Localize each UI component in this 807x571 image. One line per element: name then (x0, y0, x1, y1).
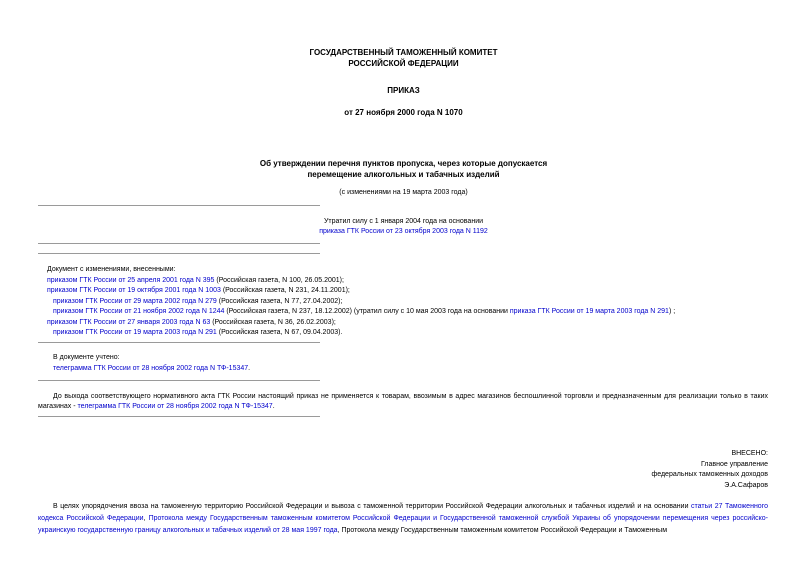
divider (38, 205, 320, 206)
amendments-block (47, 265, 777, 339)
submitted-label: ВНЕСЕНО: (731, 450, 768, 457)
changes-note: (с изменениями на 19 марта 2003 года) (339, 189, 468, 196)
repeal-order-link[interactable]: приказа ГТК России от 19 марта 2003 года N 291 (509, 308, 669, 315)
considered-heading: В документе учтено: (53, 354, 120, 361)
amendment-link[interactable]: приказом ГТК России от 19 октября 2001 года N 1003 (47, 287, 221, 294)
expiry-order-link[interactable]: приказа ГТК России от 23 октября 2003 года N 1192 (319, 228, 488, 235)
amendment-link[interactable]: приказом ГТК России от 27 января 2003 года N 63 (47, 318, 211, 326)
submitted-department-sub: федеральных таможенных доходов (651, 471, 768, 479)
protocol-link[interactable]: Протокола между Государственным таможенным комитетом Российской Федерации и Государственной таможенной службой Украины об упорядочении перемещения через российско-украинскую государственную границу алкогольных и табачных изделий от 28 мая 1997 года (38, 515, 768, 534)
list-item: приказом ГТК России от 19 октября 2001 года N 1003 (Российская газета, N 231, 24.11.2001); (47, 287, 350, 294)
document-title-line-1: Об утверждении перечня пунктов пропуска, через которые допускается (259, 159, 548, 168)
document-type: ПРИКАЗ (387, 86, 420, 95)
expiry-text: Утратил силу с 1 января 2004 года на основании (323, 218, 484, 225)
organization-name (0, 47, 807, 69)
amendments-heading: Документ с изменениями, внесенными: (47, 266, 176, 273)
amendment-link[interactable]: приказом ГТК России от 25 апреля 2001 года N 395 (47, 276, 215, 284)
divider (38, 243, 320, 244)
list-item: приказом ГТК России от 21 ноября 2002 года N 1244 (Российская газета, N 237, 18.12.2002) (утратил силу с 10 мая 2003 года на основании приказа ГТК России от 19 марта 2003 года N 291) ; (53, 308, 676, 315)
customs-code-link[interactable]: статьи 27 Таможенного кодекса Российской Федерации (38, 503, 768, 522)
divider (38, 253, 320, 254)
list-item: приказом ГТК России от 29 марта 2002 года N 279 (Российская газета, N 77, 27.04.2002); (53, 297, 343, 305)
list-item: приказом ГТК России от 27 января 2003 года N 63 (Российская газета, N 36, 26.02.2003); (47, 318, 336, 326)
list-item: приказом ГТК России от 19 марта 2003 года N 291 (Российская газета, N 67, 09.04.2003). (53, 329, 343, 336)
document-date: от 27 ноября 2000 года N 1070 (344, 108, 463, 117)
considered-block: В документе учтено: телеграмма ГТК России от 28 ноября 2002 года N ТФ-15347. (53, 354, 251, 372)
organization-line-1: ГОСУДАРСТВЕННЫЙ ТАМОЖЕННЫЙ КОМИТЕТ (309, 48, 498, 57)
telegram-link[interactable]: телеграмма ГТК России от 28 ноября 2002 года N ТФ-15347 (53, 364, 249, 372)
submitted-department: Главное управление (701, 460, 768, 468)
document-title-line-2: перемещение алкогольных и табачных изделий (307, 170, 500, 179)
telegram-link[interactable]: телеграмма ГТК России от 28 ноября 2002 года N ТФ-15347 (77, 403, 273, 410)
divider (38, 416, 320, 417)
application-note: До выхода соответствующего нормативного акта ГТК России настоящий приказ не применяется к товарам, ввозимым в адрес магазинов беспошлинной торговли и предназначенным для реализации только в таких магазинах - телеграмма ГТК России от 28 ноября 2002 года N ТФ-15347. (38, 393, 768, 410)
document-title (0, 158, 807, 180)
amendment-link[interactable]: приказом ГТК России от 19 марта 2003 года N 291 (53, 329, 217, 336)
submitted-block (500, 449, 768, 491)
divider (38, 342, 320, 343)
organization-line-2: РОССИЙСКОЙ ФЕДЕРАЦИИ (348, 59, 459, 68)
divider (38, 380, 320, 381)
amendment-link[interactable]: приказом ГТК России от 29 марта 2002 года N 279 (53, 297, 217, 305)
submitted-signatory: Э.А.Сафаров (724, 481, 768, 489)
application-note-text: До выхода соответствующего нормативного акта ГТК России настоящий приказ не применяется к товарам, ввозимым в адрес магазинов беспошлинной торговли и предназначенным для реализации только в таких магазинах - (38, 393, 768, 410)
body-paragraph: В целях упорядочения ввоза на таможенную территорию Российской Федерации и вывоза с таможенной территории Российской Федерации алкогольных и табачных изделий и на основании статьи 27 Таможенного кодекса Российской Федерации, Протокола между Государственным таможенным комитетом Российской Федерации и Государственной таможенной службой Украины об упорядочении перемещения через российско-украинскую государственную границу алкогольных и табачных изделий от 28 мая 1997 года, Протокола между Государственным таможенным комитетом Российской Федерации и Таможенным (38, 503, 768, 534)
amendment-link[interactable]: приказом ГТК России от 21 ноября 2002 года N 1244 (53, 308, 225, 315)
expiry-block (0, 217, 807, 237)
list-item: приказом ГТК России от 25 апреля 2001 года N 395 (Российская газета, N 100, 26.05.2001); (47, 276, 344, 284)
